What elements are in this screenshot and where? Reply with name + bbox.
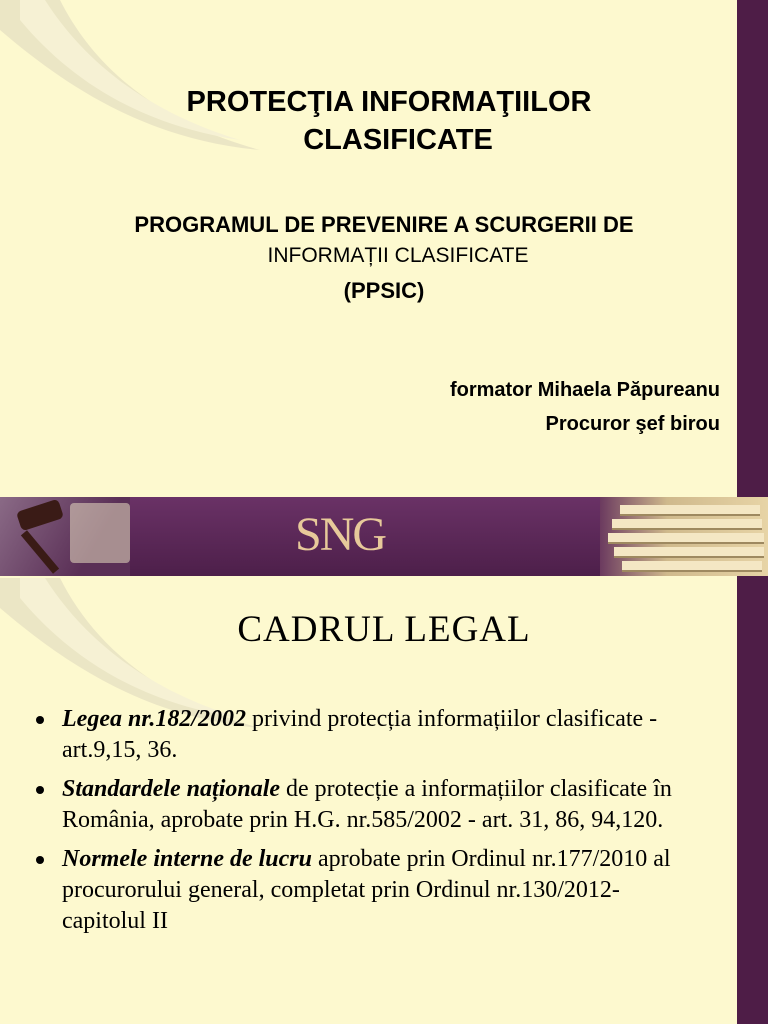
- cabinet-drawer: [608, 533, 764, 544]
- cabinet-drawer: [614, 547, 764, 558]
- bullet-emphasis: Normele interne de lucru: [62, 846, 312, 872]
- gavel-icon: [16, 499, 64, 532]
- sng-banner: [0, 497, 768, 576]
- bullet-dot-icon: [36, 856, 44, 864]
- bullet-emphasis: Standardele naționale: [62, 776, 281, 802]
- bullet-text: privind protecția informațiilor clasificate - art.9,15, 36.: [62, 706, 658, 763]
- slide-title-line1: PROTECŢIA INFORMAŢIILOR: [186, 86, 592, 118]
- list-item: [36, 704, 706, 766]
- gavel-handle: [21, 530, 59, 573]
- list-item: [36, 844, 706, 937]
- list-item: [36, 774, 706, 836]
- sng-logo: SNG: [295, 508, 386, 561]
- slide-subtitle-line2: INFORMAȚII CLASIFICATE: [267, 244, 529, 267]
- cabinet-drawer: [622, 561, 762, 572]
- slide-title-line2: CLASIFICATE: [303, 124, 493, 156]
- slide-subtitle-line1: PROGRAMUL DE PREVENIRE A SCURGERII DE: [134, 212, 634, 237]
- bullet-dot-icon: [36, 786, 44, 794]
- bullet-dot-icon: [36, 716, 44, 724]
- banner-left-image: [0, 497, 130, 576]
- bullet-text: aprobate prin Ordinul nr.177/2010 al procurorului general, completat prin Ordinul nr.130/2012- capitolul II: [62, 846, 671, 934]
- book-icon: [70, 503, 130, 563]
- legal-framework-slide: [0, 578, 768, 1024]
- file-cabinet-icon: [600, 497, 768, 576]
- slide-title: CADRUL LEGAL: [237, 609, 531, 650]
- slide-subtitle-line3: (PPSIC): [343, 278, 425, 303]
- cabinet-drawer: [612, 519, 762, 530]
- bullet-list: [36, 704, 706, 945]
- cabinet-drawer: [620, 505, 760, 516]
- bullet-emphasis: Legea nr.182/2002: [62, 706, 246, 732]
- author-role: Procuror şef birou: [545, 413, 720, 435]
- bullet-text: de protecție a informațiilor clasificate în România, aprobate prin H.G. nr.585/2002 - art. 31, 86, 94,120.: [62, 776, 672, 833]
- author-name: formator Mihaela Păpureanu: [449, 379, 720, 401]
